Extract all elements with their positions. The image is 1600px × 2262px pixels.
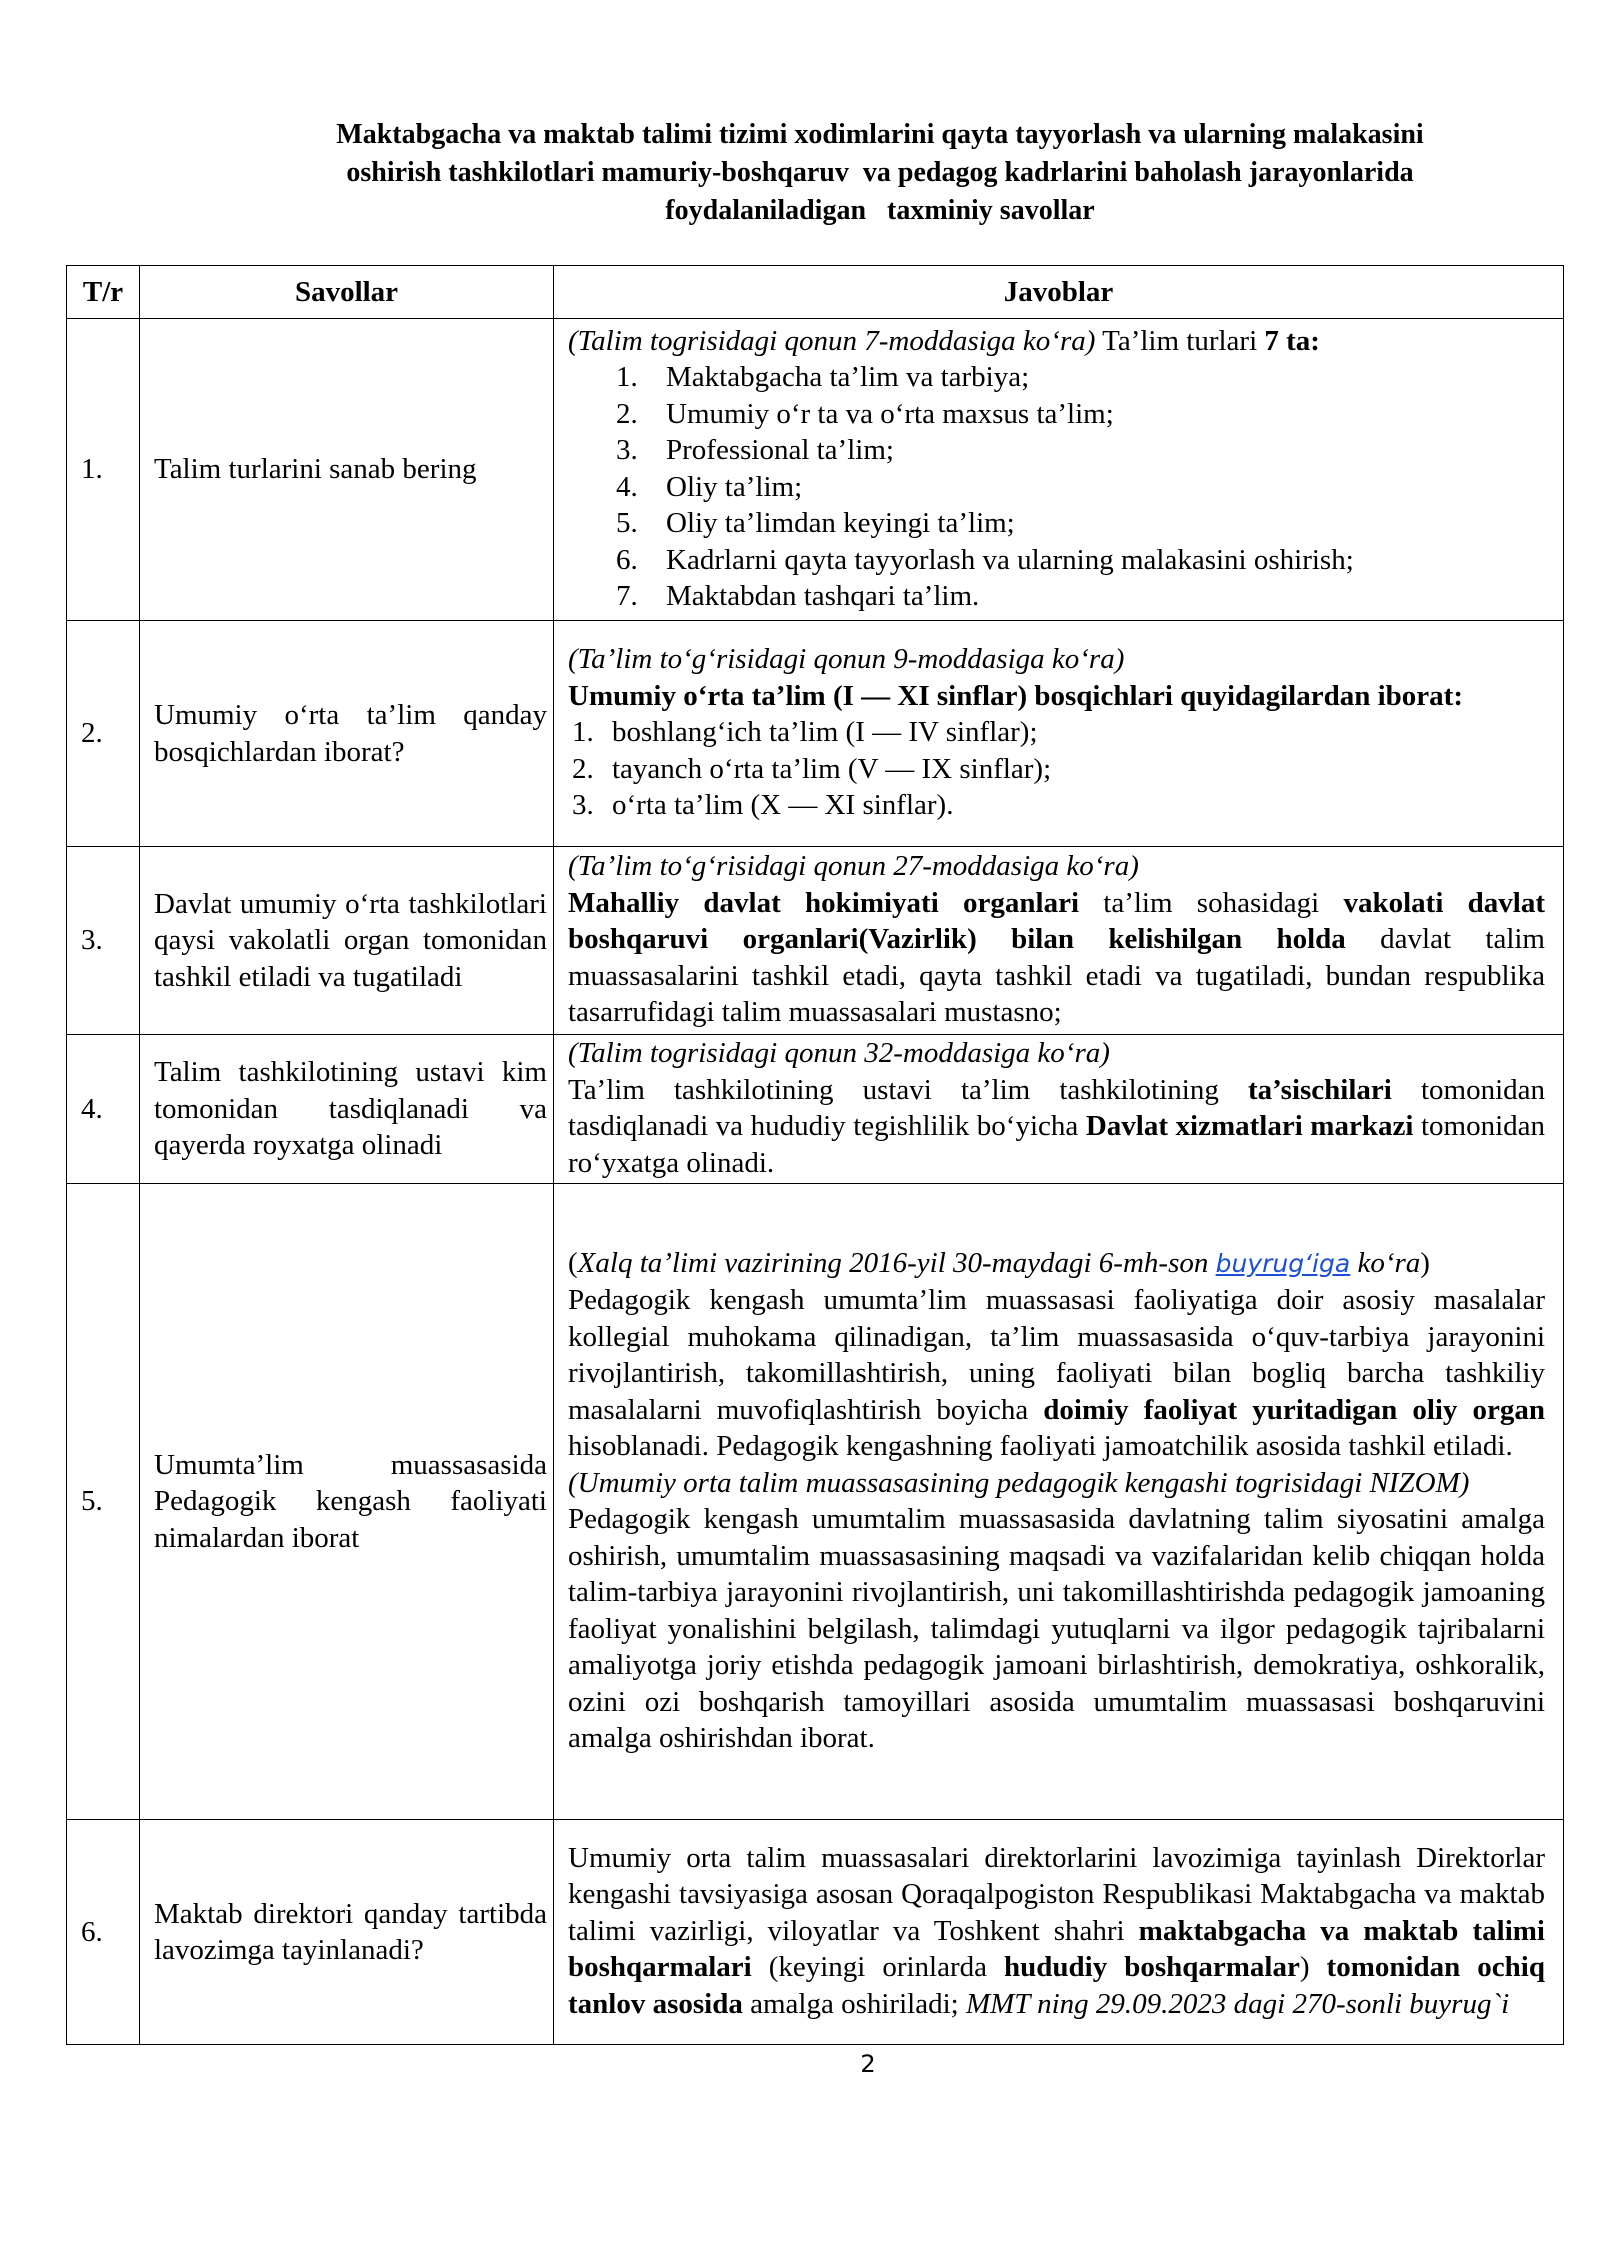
page-title-line-2: oshirish tashkilotlari mamuriy-boshqaruv va pedagog kadrlarini baholash jarayonlarida <box>346 157 1414 188</box>
row-answer <box>554 847 1564 1035</box>
table-header-row <box>67 266 1564 319</box>
answer-list <box>568 359 1545 615</box>
header-number: T/r <box>67 266 140 319</box>
row-answer <box>554 621 1564 847</box>
list-item: 1. Maktabgacha ta’lim va tarbiya; <box>616 361 1030 393</box>
list-item: 1. boshlang‘ich ta’lim (I — IV sinflar); <box>572 716 1038 749</box>
list-item: 6. Kadrlarni qayta tayyorlash va ularning malakasini oshirish; <box>616 543 1354 576</box>
list-item: 3. Professional ta’lim; <box>616 434 894 466</box>
table-row <box>67 1035 1564 1184</box>
table-row <box>67 1184 1564 1820</box>
row-answer <box>554 1820 1564 2045</box>
answer-text-bold: Umumiy o‘rta ta’lim (I — XI sinflar) bosqichlari quyidagilardan iborat: <box>568 679 1463 712</box>
answer-source: (Ta’lim to‘g‘risidagi qonun 9-moddasiga ko‘ra) <box>568 643 1125 676</box>
row-answer <box>554 319 1564 621</box>
row-number: 1. <box>67 319 140 621</box>
table-row <box>67 319 1564 621</box>
row-number: 5. <box>67 1184 140 1820</box>
row-question: Umumiy o‘rta ta’lim qanday bosqichlardan iborat? <box>140 621 554 847</box>
row-question: Talim tashkilotining ustavi kim tomonidan tasdiqlanadi va qayerda royxatga olinadi <box>140 1035 554 1184</box>
list-item: 5. Oliy ta’limdan keyingi ta’lim; <box>616 507 1015 539</box>
row-question: Talim turlarini sanab bering <box>140 319 554 621</box>
row-question: Davlat umumiy o‘rta tashkilotlari qaysi vakolatli organ tomonidan tashkil etiladi va tugatiladi <box>140 847 554 1035</box>
questions-table <box>66 265 1564 2045</box>
list-item: 4. Oliy ta’lim; <box>616 470 803 503</box>
list-item: 2. tayanch o‘rta ta’lim (V — IX sinflar); <box>572 752 1052 785</box>
row-question: Umumta’lim muassasasida Pedagogik kengash faoliyati nimalardan iborat <box>140 1184 554 1820</box>
answer-list <box>568 714 1545 824</box>
answer-text-bold: 7 ta: <box>1264 324 1320 357</box>
page-title-line-1: Maktabgacha va maktab talimi tizimi xodimlarini qayta tayyorlash va ularning malakasini <box>336 119 1424 150</box>
row-number: 3. <box>67 847 140 1035</box>
order-link[interactable]: buyrug‘iga <box>1215 1248 1351 1278</box>
list-item: 3. o‘rta ta’lim (X — XI sinflar). <box>572 789 954 822</box>
page-title-line-3: foydalaniladigan taxminiy savollar <box>665 195 1095 226</box>
answer-text: Ta’lim turlari <box>1095 324 1265 357</box>
answer-text: Pedagogik kengash umumta’lim muassasasi faoliyatiga doir asosiy masalalar kollegial muhokama qilinadigan, ta’lim muassasasida o‘quv-tarbiya jarayonini rivojlantirish, takomillashtirish, uning faoliyati bilan bogliq barcha tashkiliy masalalarni muvofiqlashtirish boyicha doimiy faoliyat yuritadigan oliy organ hisoblanadi. Pedagogik kengashning faoliyati jamoatchilik asosida tashkil etiladi. <box>568 1284 1545 1462</box>
answer-source: (Talim togrisidagi qonun 32-moddasiga ko‘ra) <box>568 1037 1110 1069</box>
header-answers: Javoblar <box>554 266 1564 319</box>
answer-text: Mahalliy davlat hokimiyati organlari ta’lim sohasidagi vakolati davlat boshqaruvi organlari(Vazirlik) bilan kelishilgan holda davlat talim muassasalarini tashkil etadi, qayta tashkil etadi va tugatiladi, bundan respublika tasarrufidagi talim muassasalari mustasno; <box>568 886 1546 1029</box>
page-title <box>240 116 1520 230</box>
row-answer <box>554 1184 1564 1820</box>
answer-text: Ta’lim tashkilotining ustavi ta’lim tashkilotining ta’sischilari tomonidan tasdiqlanadi va hududiy tegishlilik bo‘yicha Davlat xizmatlari markazi tomonidan ro‘yxatga olinadi. <box>568 1073 1546 1179</box>
row-number: 4. <box>67 1035 140 1184</box>
table-row <box>67 1820 1564 2045</box>
answer-source: (Xalq ta’limi vazirining 2016-yil 30-maydagi 6-mh-son buyrug‘iga ko‘ra) <box>568 1246 1430 1279</box>
row-question: Maktab direktori qanday tartibda lavozimga tayinlanadi? <box>140 1820 554 2045</box>
table-row <box>67 847 1564 1035</box>
list-item: 7. Maktabdan tashqari ta’lim. <box>616 580 980 612</box>
answer-source: (Talim togrisidagi qonun 7-moddasiga ko‘ra) <box>568 324 1096 357</box>
answer-text: Pedagogik kengash umumtalim muassasasida davlatning talim siyosatini amalga oshirish, umumtalim muassasasining maqsadi va vazifalaridan kelib chiqqan holda talim-tarbiya jarayonini rivojlantirish, uni takomillashtirishda pedagogik jamoaning faoliyat yonalishini belgilash, talimdagi yutuqlarni va ilgor pedagogik tajribalarni amaliyotga joriy etishda pedagogik jamoani birlashtirish, demokratiya, oshkoralik, ozini ozi boshqarish tamoyillari asosida umumtalim muassasasi boshqaruvini amalga oshirishdan iborat. <box>568 1503 1545 1754</box>
list-item: 2. Umumiy o‘r ta va o‘rta maxsus ta’lim; <box>616 397 1114 430</box>
answer-text: Umumiy orta talim muassasalari direktorlarini lavozimiga tayinlash Direktorlar kengashi tavsiyasiga asosan Qoraqalpogiston Respublikasi Maktabgacha va maktab talimi vazirligi, viloyatlar va Toshkent shahri maktabgacha va maktab talimi boshqarmalari (keyingi orinlarda hududiy boshqarmalar) tomonidan ochiq tanlov asosida amalga oshiriladi; MMT ning 29.09.2023 dagi 270-sonli buyrug`i <box>568 1841 1545 2020</box>
row-number: 6. <box>67 1820 140 2045</box>
page-number: 2 <box>860 2050 876 2078</box>
answer-source: (Umumiy orta talim muassasasining pedagogik kengashi togrisidagi NIZOM) <box>568 1466 1470 1499</box>
header-questions: Savollar <box>140 266 554 319</box>
row-answer <box>554 1035 1564 1184</box>
answer-source: (Ta’lim to‘g‘risidagi qonun 27-moddasiga ko‘ra) <box>568 850 1139 883</box>
table-row <box>67 621 1564 847</box>
row-number: 2. <box>67 621 140 847</box>
